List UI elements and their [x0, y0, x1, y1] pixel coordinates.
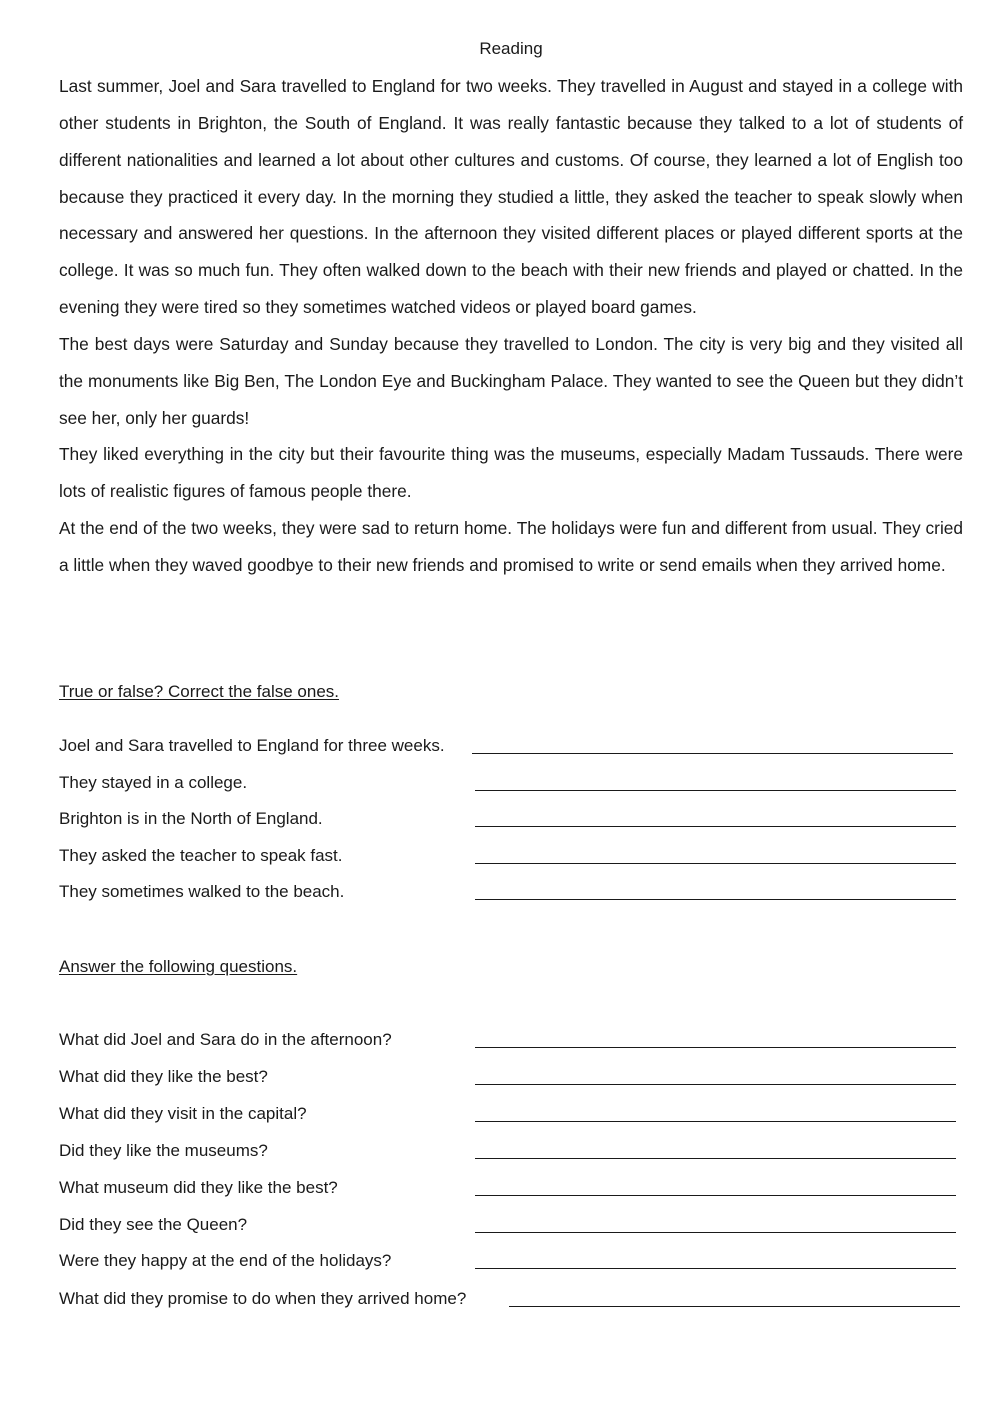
question-item: [59, 1139, 963, 1167]
answer-line[interactable]: [475, 1121, 956, 1122]
statement-text: They sometimes walked to the beach.: [59, 882, 345, 901]
answer-line[interactable]: [475, 1047, 956, 1048]
answer-line[interactable]: [475, 790, 956, 791]
question-text: Did they like the museums?: [59, 1141, 268, 1160]
answer-line[interactable]: [475, 1232, 956, 1233]
question-text: What did Joel and Sara do in the afternoon?: [59, 1030, 392, 1049]
answer-line[interactable]: [475, 1084, 956, 1085]
question-text: What museum did they like the best?: [59, 1178, 338, 1197]
true-false-item: [59, 844, 963, 872]
true-false-item: [59, 734, 963, 762]
question-item: [59, 1102, 963, 1130]
question-item: [59, 1065, 963, 1093]
true-false-heading: True or false? Correct the false ones.: [59, 682, 340, 701]
questions-heading: Answer the following questions.: [59, 957, 298, 976]
statement-text: They stayed in a college.: [59, 773, 248, 792]
answer-line[interactable]: [472, 753, 953, 754]
answer-line[interactable]: [475, 1195, 956, 1196]
passage-paragraph: Last summer, Joel and Sara travelled to England for two weeks. They travelled in August and stayed in a college with other students in Brighton, the South of England. It was really fantastic because they talked to a lot of students of different nationalities and learned a lot about other cultures and customs. Of course, they learned a lot of English too because they practiced it every day. In the morning they studied a little, they asked the teacher to speak slowly when necessary and answered her questions. In the afternoon they visited different places or played different sports at the college. It was so much fun. They often walked down to the beach with their new friends and played or chatted. In the evening they were tired so they sometimes watched videos or played board games.: [59, 76, 963, 318]
passage-paragraph: They liked everything in the city but their favourite thing was the museums, especially Madam Tussauds. There were lots of realistic figures of famous people there.: [59, 444, 963, 502]
answer-line[interactable]: [475, 1158, 956, 1159]
question-text: Were they happy at the end of the holidays?: [59, 1251, 392, 1270]
answer-line[interactable]: [475, 899, 956, 900]
passage-paragraph: The best days were Saturday and Sunday because they travelled to London. The city is very big and they visited all the monuments like Big Ben, The London Eye and Buckingham Palace. They wanted to see the Queen but they didn’t see her, only her guards!: [59, 333, 963, 428]
question-item: [59, 1176, 963, 1204]
answer-line[interactable]: [475, 863, 956, 864]
question-text: What did they promise to do when they arrived home?: [59, 1289, 467, 1308]
statement-text: Brighton is in the North of England.: [59, 809, 323, 828]
true-false-item: [59, 771, 963, 799]
question-text: What did they like the best?: [59, 1067, 268, 1086]
true-false-item: [59, 807, 963, 835]
question-text: What did they visit in the capital?: [59, 1104, 307, 1123]
answer-line[interactable]: [475, 826, 956, 827]
statement-text: They asked the teacher to speak fast.: [59, 846, 343, 865]
question-item: [59, 1287, 963, 1315]
question-item: [59, 1213, 963, 1241]
page-title: Reading: [479, 39, 543, 58]
question-text: Did they see the Queen?: [59, 1215, 248, 1234]
true-false-item: [59, 880, 963, 908]
statement-text: Joel and Sara travelled to England for three weeks.: [59, 736, 445, 755]
passage-paragraph: At the end of the two weeks, they were sad to return home. The holidays were fun and different from usual. They cried a little when they waved goodbye to their new friends and promised to write or send emails when they arrived home.: [59, 518, 963, 575]
question-item: [59, 1028, 963, 1056]
reading-passage: [59, 68, 963, 584]
answer-line[interactable]: [475, 1268, 956, 1269]
answer-line[interactable]: [509, 1306, 960, 1307]
question-item: [59, 1249, 963, 1277]
